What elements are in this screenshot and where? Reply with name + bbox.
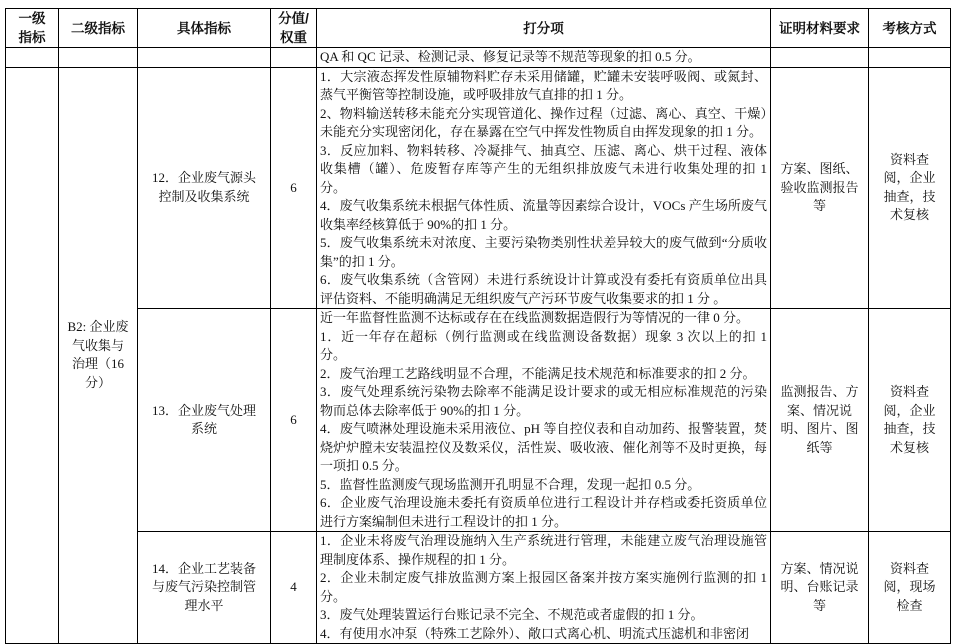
scoring-item: 4．废气喷淋处理设施未采用液位、pH 等自控仪表和自动加药、报警装置，焚烧炉炉膛未安装温控仪及数采仪，活性炭、吸收液、催化剂等不及时更换，每一项扣 0.5 分。 bbox=[320, 421, 767, 473]
evidence: 监测报告、方案、情况说明、图片、图纸等 bbox=[771, 309, 869, 532]
header-score-weight: 分值/权重 bbox=[271, 9, 317, 48]
cell-empty bbox=[59, 48, 138, 68]
scoring-item: 4．废气收集系统未根据气体性质、流量等因素综合设计，VOCs 产生场所废气收集率经核算低于 90%的扣 1 分。 bbox=[320, 198, 767, 232]
method: 资料查阅，现场检查 bbox=[869, 532, 951, 644]
method: 资料查阅，企业抽查，技术复核 bbox=[869, 67, 951, 309]
score: 6 bbox=[271, 67, 317, 309]
scoring-items bbox=[317, 67, 771, 309]
header-evidence: 证明材料要求 bbox=[771, 9, 869, 48]
scoring-items bbox=[317, 309, 771, 532]
scoring-item: 1．企业未将废气治理设施纳入生产系统进行管理，未能建立废气治理设施管理制度体系、操作规程的扣 1 分。 bbox=[320, 533, 767, 567]
cell-empty bbox=[138, 48, 271, 68]
scoring-items bbox=[317, 532, 771, 644]
scoring-item: 3．反应加料、物料转移、冷凝排气、抽真空、压滤、离心、烘干过程、液体收集槽（罐）、危废暂存库等产生的无组织排放废气未进行收集处理的扣 1 分。 bbox=[320, 142, 767, 195]
scoring-item: 1．近一年存在超标（例行监测或在线监测设备数据）现象 3 次以上的扣 1 分。 bbox=[320, 328, 767, 362]
method: 资料查阅，企业抽查，技术复核 bbox=[869, 309, 951, 532]
table-row-continuation bbox=[6, 48, 951, 68]
scoring-item: 近一年监督性监测不达标或存在在线监测数据造假行为等情况的一律 0 分。 bbox=[320, 310, 750, 325]
scoring-item: 3．废气处理系统污染物去除率不能满足设计要求的或无相应标准规范的污染物而总体去除率低于 90%的扣 1 分。 bbox=[320, 384, 767, 418]
header-primary-indicator: 一级指标 bbox=[6, 9, 59, 48]
scoring-item: 5．废气收集系统未对浓度、主要污染物类别性状差异较大的废气做到“分质收集”的扣 1 分。 bbox=[320, 235, 767, 269]
table-row bbox=[6, 532, 951, 644]
scoring-item: 3．废气处理装置运行台账记录不完全、不规范或者虚假的扣 1 分。 bbox=[320, 607, 704, 622]
evidence: 方案、情况说明、台账记录等 bbox=[771, 532, 869, 644]
scoring-item: 2．废气治理工艺路线明显不合理，不能满足技术规范和标准要求的扣 2 分。 bbox=[320, 365, 756, 381]
scoring-item: 5．监督性监测废气现场监测开孔明显不合理，发现一起扣 0.5 分。 bbox=[320, 476, 701, 492]
evidence: 方案、图纸、验收监测报告等 bbox=[771, 67, 869, 309]
specific-indicator: 13．企业废气处理系统 bbox=[138, 309, 271, 532]
scoring-item: 4．有使用水冲泵（特殊工艺除外）、敞口式离心机、明流式压滤机和非密闭 bbox=[320, 625, 750, 641]
table-row bbox=[6, 309, 951, 532]
scoring-item: 2．企业未制定废气排放监测方案上报园区备案并按方案实施例行监测的扣 1 分。 bbox=[320, 570, 767, 604]
header-secondary-indicator: 二级指标 bbox=[59, 9, 138, 48]
evaluation-table bbox=[5, 8, 951, 644]
primary-indicator-cell bbox=[6, 67, 59, 644]
cell-empty bbox=[6, 48, 59, 68]
score: 4 bbox=[271, 532, 317, 644]
cell-empty bbox=[869, 48, 951, 68]
header-method: 考核方式 bbox=[869, 9, 951, 48]
header-specific-indicator: 具体指标 bbox=[138, 9, 271, 48]
scoring-item: 6．废气收集系统（含管网）未进行系统设计计算或没有委托有资质单位出具评估资料、不能明确满足无组织废气产污环节废气收集要求的扣 1 分 。 bbox=[320, 272, 767, 306]
scoring-item: 2、物料输送转移未能充分实现管道化、操作过程（过滤、离心、真空、干燥）未能充分实现密闭化，存在暴露在空气中挥发性物质自由挥发现象的扣 1 分。 bbox=[320, 105, 767, 139]
secondary-indicator: B2: 企业废气收集与治理（16分） bbox=[59, 67, 138, 644]
continuation-scoring: QA 和 QC 记录、检测记录、修复记录等不规范等现象的扣 0.5 分。 bbox=[317, 48, 771, 68]
cell-empty bbox=[771, 48, 869, 68]
specific-indicator: 14．企业工艺装备与废气污染控制管理水平 bbox=[138, 532, 271, 644]
specific-indicator: 12．企业废气源头控制及收集系统 bbox=[138, 67, 271, 309]
scoring-item: 1．大宗液态挥发性原辅物料贮存未采用储罐，贮罐未安装呼吸阀、或氮封、蒸气平衡管等控制设施，或呼吸排放气直排的扣 1 分。 bbox=[320, 68, 767, 102]
header-scoring-items: 打分项 bbox=[317, 9, 771, 48]
scoring-item: 6．企业废气治理设施未委托有资质单位进行工程设计并存档或委托资质单位进行方案编制但未进行工程设计的扣 1 分。 bbox=[320, 495, 767, 529]
header-row bbox=[6, 9, 951, 48]
score: 6 bbox=[271, 309, 317, 532]
cell-empty bbox=[271, 48, 317, 68]
table-row bbox=[6, 67, 951, 309]
